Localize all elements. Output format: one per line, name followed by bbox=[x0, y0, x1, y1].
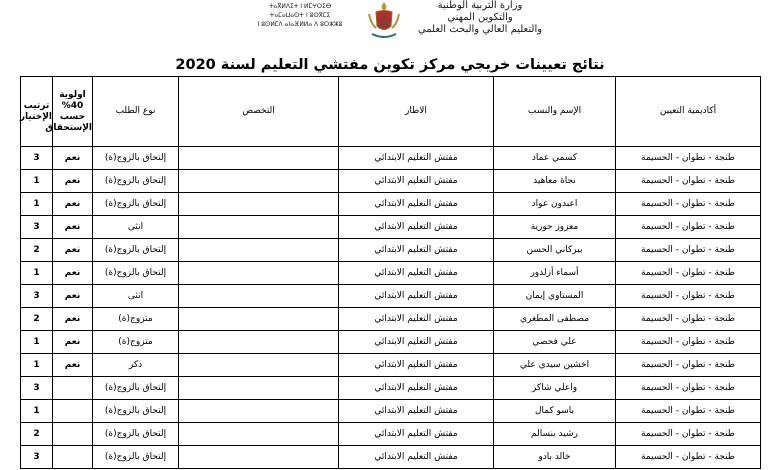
table-row bbox=[21, 400, 761, 423]
cell-specialty bbox=[179, 308, 339, 331]
cell-name: علي فحصي bbox=[494, 331, 616, 354]
cell-rank: 1 bbox=[21, 354, 53, 377]
cell-academy: طنجة - تطوان - الحسيمة bbox=[616, 354, 761, 377]
cell-specialty bbox=[179, 262, 339, 285]
cell-request-type: إلتحاق بالزوج(ة) bbox=[93, 446, 179, 469]
cell-name: أسماء أزلدور bbox=[494, 262, 616, 285]
cell-specialty bbox=[179, 170, 339, 193]
cell-priority: نعم bbox=[53, 308, 93, 331]
cell-rank: 2 bbox=[21, 239, 53, 262]
cell-priority: نعم bbox=[53, 354, 93, 377]
cell-name: المستاوي إيمان bbox=[494, 285, 616, 308]
cell-cadre: مفتش التعليم الابتدائي bbox=[339, 354, 494, 377]
cell-academy: طنجة - تطوان - الحسيمة bbox=[616, 377, 761, 400]
ministry-name-tifinagh bbox=[236, 2, 364, 29]
cell-rank: 2 bbox=[21, 308, 53, 331]
cell-academy: طنجة - تطوان - الحسيمة bbox=[616, 147, 761, 170]
cell-specialty bbox=[179, 446, 339, 469]
cell-academy: طنجة - تطوان - الحسيمة bbox=[616, 331, 761, 354]
table-row bbox=[21, 446, 761, 469]
cell-cadre: مفتش التعليم الابتدائي bbox=[339, 193, 494, 216]
cell-name: نجاة معاهيد bbox=[494, 170, 616, 193]
cell-request-type: متزوج(ة) bbox=[93, 331, 179, 354]
cell-specialty bbox=[179, 400, 339, 423]
cell-rank: 1 bbox=[21, 170, 53, 193]
cell-request-type: إلتحاق بالزوج(ة) bbox=[93, 239, 179, 262]
cell-name: باسو كمال bbox=[494, 400, 616, 423]
column-header-request-type: نوع الطلب bbox=[93, 77, 179, 147]
cell-cadre: مفتش التعليم الابتدائي bbox=[339, 239, 494, 262]
cell-request-type: إلتحاق بالزوج(ة) bbox=[93, 262, 179, 285]
cell-specialty bbox=[179, 423, 339, 446]
page-header bbox=[0, 0, 780, 52]
cell-cadre: مفتش التعليم الابتدائي bbox=[339, 170, 494, 193]
cell-cadre: مفتش التعليم الابتدائي bbox=[339, 147, 494, 170]
tifinagh-line: ⵜⴰⴳⵍⴷⵉⵜ ⵏ ⵍⵎⵖⵔⵉⴱ bbox=[268, 3, 332, 10]
cell-cadre: مفتش التعليم الابتدائي bbox=[339, 446, 494, 469]
cell-specialty bbox=[179, 193, 339, 216]
cell-rank: 1 bbox=[21, 193, 53, 216]
cell-name: اعبدون عواد bbox=[494, 193, 616, 216]
cell-rank: 3 bbox=[21, 377, 53, 400]
results-table bbox=[20, 76, 761, 469]
column-header-priority: اولوية 40% حسب الإستحقاق bbox=[53, 77, 93, 147]
table-row bbox=[21, 147, 761, 170]
cell-priority: نعم bbox=[53, 147, 93, 170]
ministry-line: والتعليم العالي والبحث العلمي bbox=[417, 24, 543, 35]
cell-rank: 3 bbox=[21, 446, 53, 469]
cell-priority bbox=[53, 446, 93, 469]
moroccan-emblem-icon bbox=[366, 0, 402, 40]
cell-request-type: إلتحاق بالزوج(ة) bbox=[93, 193, 179, 216]
cell-priority: نعم bbox=[53, 285, 93, 308]
cell-cadre: مفتش التعليم الابتدائي bbox=[339, 400, 494, 423]
table-header-row bbox=[21, 77, 761, 147]
cell-academy: طنجة - تطوان - الحسيمة bbox=[616, 400, 761, 423]
cell-request-type: إلتحاق بالزوج(ة) bbox=[93, 377, 179, 400]
cell-request-type: متزوج(ة) bbox=[93, 308, 179, 331]
cell-specialty bbox=[179, 331, 339, 354]
cell-cadre: مفتش التعليم الابتدائي bbox=[339, 423, 494, 446]
cell-rank: 3 bbox=[21, 147, 53, 170]
cell-request-type: إلتحاق بالزوج(ة) bbox=[93, 147, 179, 170]
cell-name: معزوز حورية bbox=[494, 216, 616, 239]
cell-specialty bbox=[179, 147, 339, 170]
cell-request-type: انثى bbox=[93, 285, 179, 308]
ministry-line: وزارة التربية الوطنية bbox=[437, 0, 523, 11]
cell-specialty bbox=[179, 377, 339, 400]
cell-academy: طنجة - تطوان - الحسيمة bbox=[616, 446, 761, 469]
cell-cadre: مفتش التعليم الابتدائي bbox=[339, 377, 494, 400]
table-row bbox=[21, 285, 761, 308]
cell-academy: طنجة - تطوان - الحسيمة bbox=[616, 216, 761, 239]
cell-rank: 1 bbox=[21, 331, 53, 354]
column-header-name: الإسم والنسب bbox=[494, 77, 616, 147]
cell-name: رشيد بنسالم bbox=[494, 423, 616, 446]
cell-rank: 1 bbox=[21, 262, 53, 285]
cell-priority bbox=[53, 400, 93, 423]
cell-request-type: إلتحاق بالزوج(ة) bbox=[93, 170, 179, 193]
cell-priority: نعم bbox=[53, 331, 93, 354]
table-row bbox=[21, 239, 761, 262]
table-row bbox=[21, 262, 761, 285]
ministry-line: والتكوين المهني bbox=[447, 12, 513, 23]
cell-academy: طنجة - تطوان - الحسيمة bbox=[616, 423, 761, 446]
cell-cadre: مفتش التعليم الابتدائي bbox=[339, 285, 494, 308]
cell-cadre: مفتش التعليم الابتدائي bbox=[339, 216, 494, 239]
ministry-name-arabic bbox=[410, 0, 550, 36]
cell-rank: 2 bbox=[21, 423, 53, 446]
cell-request-type: انثى bbox=[93, 216, 179, 239]
cell-rank: 3 bbox=[21, 285, 53, 308]
cell-rank: 1 bbox=[21, 400, 53, 423]
cell-specialty bbox=[179, 285, 339, 308]
cell-cadre: مفتش التعليم الابتدائي bbox=[339, 308, 494, 331]
column-header-cadre: الاطار bbox=[339, 77, 494, 147]
table-row bbox=[21, 308, 761, 331]
tifinagh-line: ⵜⴰⵎⴰⵡⴰⵙⵜ ⵏ ⵓⵙⴳⵎⵉ bbox=[269, 12, 331, 19]
cell-academy: طنجة - تطوان - الحسيمة bbox=[616, 308, 761, 331]
cell-name: بيركاني الحسن bbox=[494, 239, 616, 262]
cell-academy: طنجة - تطوان - الحسيمة bbox=[616, 170, 761, 193]
table-row bbox=[21, 354, 761, 377]
cell-priority bbox=[53, 377, 93, 400]
cell-priority: نعم bbox=[53, 216, 93, 239]
cell-academy: طنجة - تطوان - الحسيمة bbox=[616, 193, 761, 216]
cell-specialty bbox=[179, 216, 339, 239]
cell-name: خالد بادو bbox=[494, 446, 616, 469]
cell-specialty bbox=[179, 239, 339, 262]
table-row bbox=[21, 216, 761, 239]
cell-rank: 3 bbox=[21, 216, 53, 239]
page-title: نتائج تعيينات خريجي مركز تكوين مفتشي التعليم لسنة 2020 bbox=[175, 57, 605, 73]
cell-request-type: ذكر bbox=[93, 354, 179, 377]
cell-priority: نعم bbox=[53, 170, 93, 193]
tifinagh-line: ⵏ ⵓⵙⵍⵎⴷ ⴰⵏⴰⴼⵍⵍⴰ ⴷ ⵓⵔⵣⵣⵓ bbox=[257, 21, 343, 28]
table-row bbox=[21, 170, 761, 193]
cell-priority: نعم bbox=[53, 239, 93, 262]
cell-name: كسمي عماد bbox=[494, 147, 616, 170]
table-row bbox=[21, 377, 761, 400]
cell-request-type: إلتحاق بالزوج(ة) bbox=[93, 400, 179, 423]
cell-specialty bbox=[179, 354, 339, 377]
cell-name: واعلي شاكر bbox=[494, 377, 616, 400]
cell-academy: طنجة - تطوان - الحسيمة bbox=[616, 239, 761, 262]
cell-name: اخشين سيدي علي bbox=[494, 354, 616, 377]
cell-academy: طنجة - تطوان - الحسيمة bbox=[616, 262, 761, 285]
column-header-academy: أكاديمية التعيين bbox=[616, 77, 761, 147]
cell-priority bbox=[53, 423, 93, 446]
cell-academy: طنجة - تطوان - الحسيمة bbox=[616, 285, 761, 308]
column-header-specialty: التخصص bbox=[179, 77, 339, 147]
cell-priority: نعم bbox=[53, 262, 93, 285]
cell-request-type: إلتحاق بالزوج(ة) bbox=[93, 423, 179, 446]
table-row bbox=[21, 423, 761, 446]
cell-priority: نعم bbox=[53, 193, 93, 216]
cell-cadre: مفتش التعليم الابتدائي bbox=[339, 262, 494, 285]
cell-name: مصطفى المطغري bbox=[494, 308, 616, 331]
table-row bbox=[21, 331, 761, 354]
table-row bbox=[21, 193, 761, 216]
column-header-rank: ترتيب الإختيار bbox=[21, 77, 53, 147]
cell-cadre: مفتش التعليم الابتدائي bbox=[339, 331, 494, 354]
